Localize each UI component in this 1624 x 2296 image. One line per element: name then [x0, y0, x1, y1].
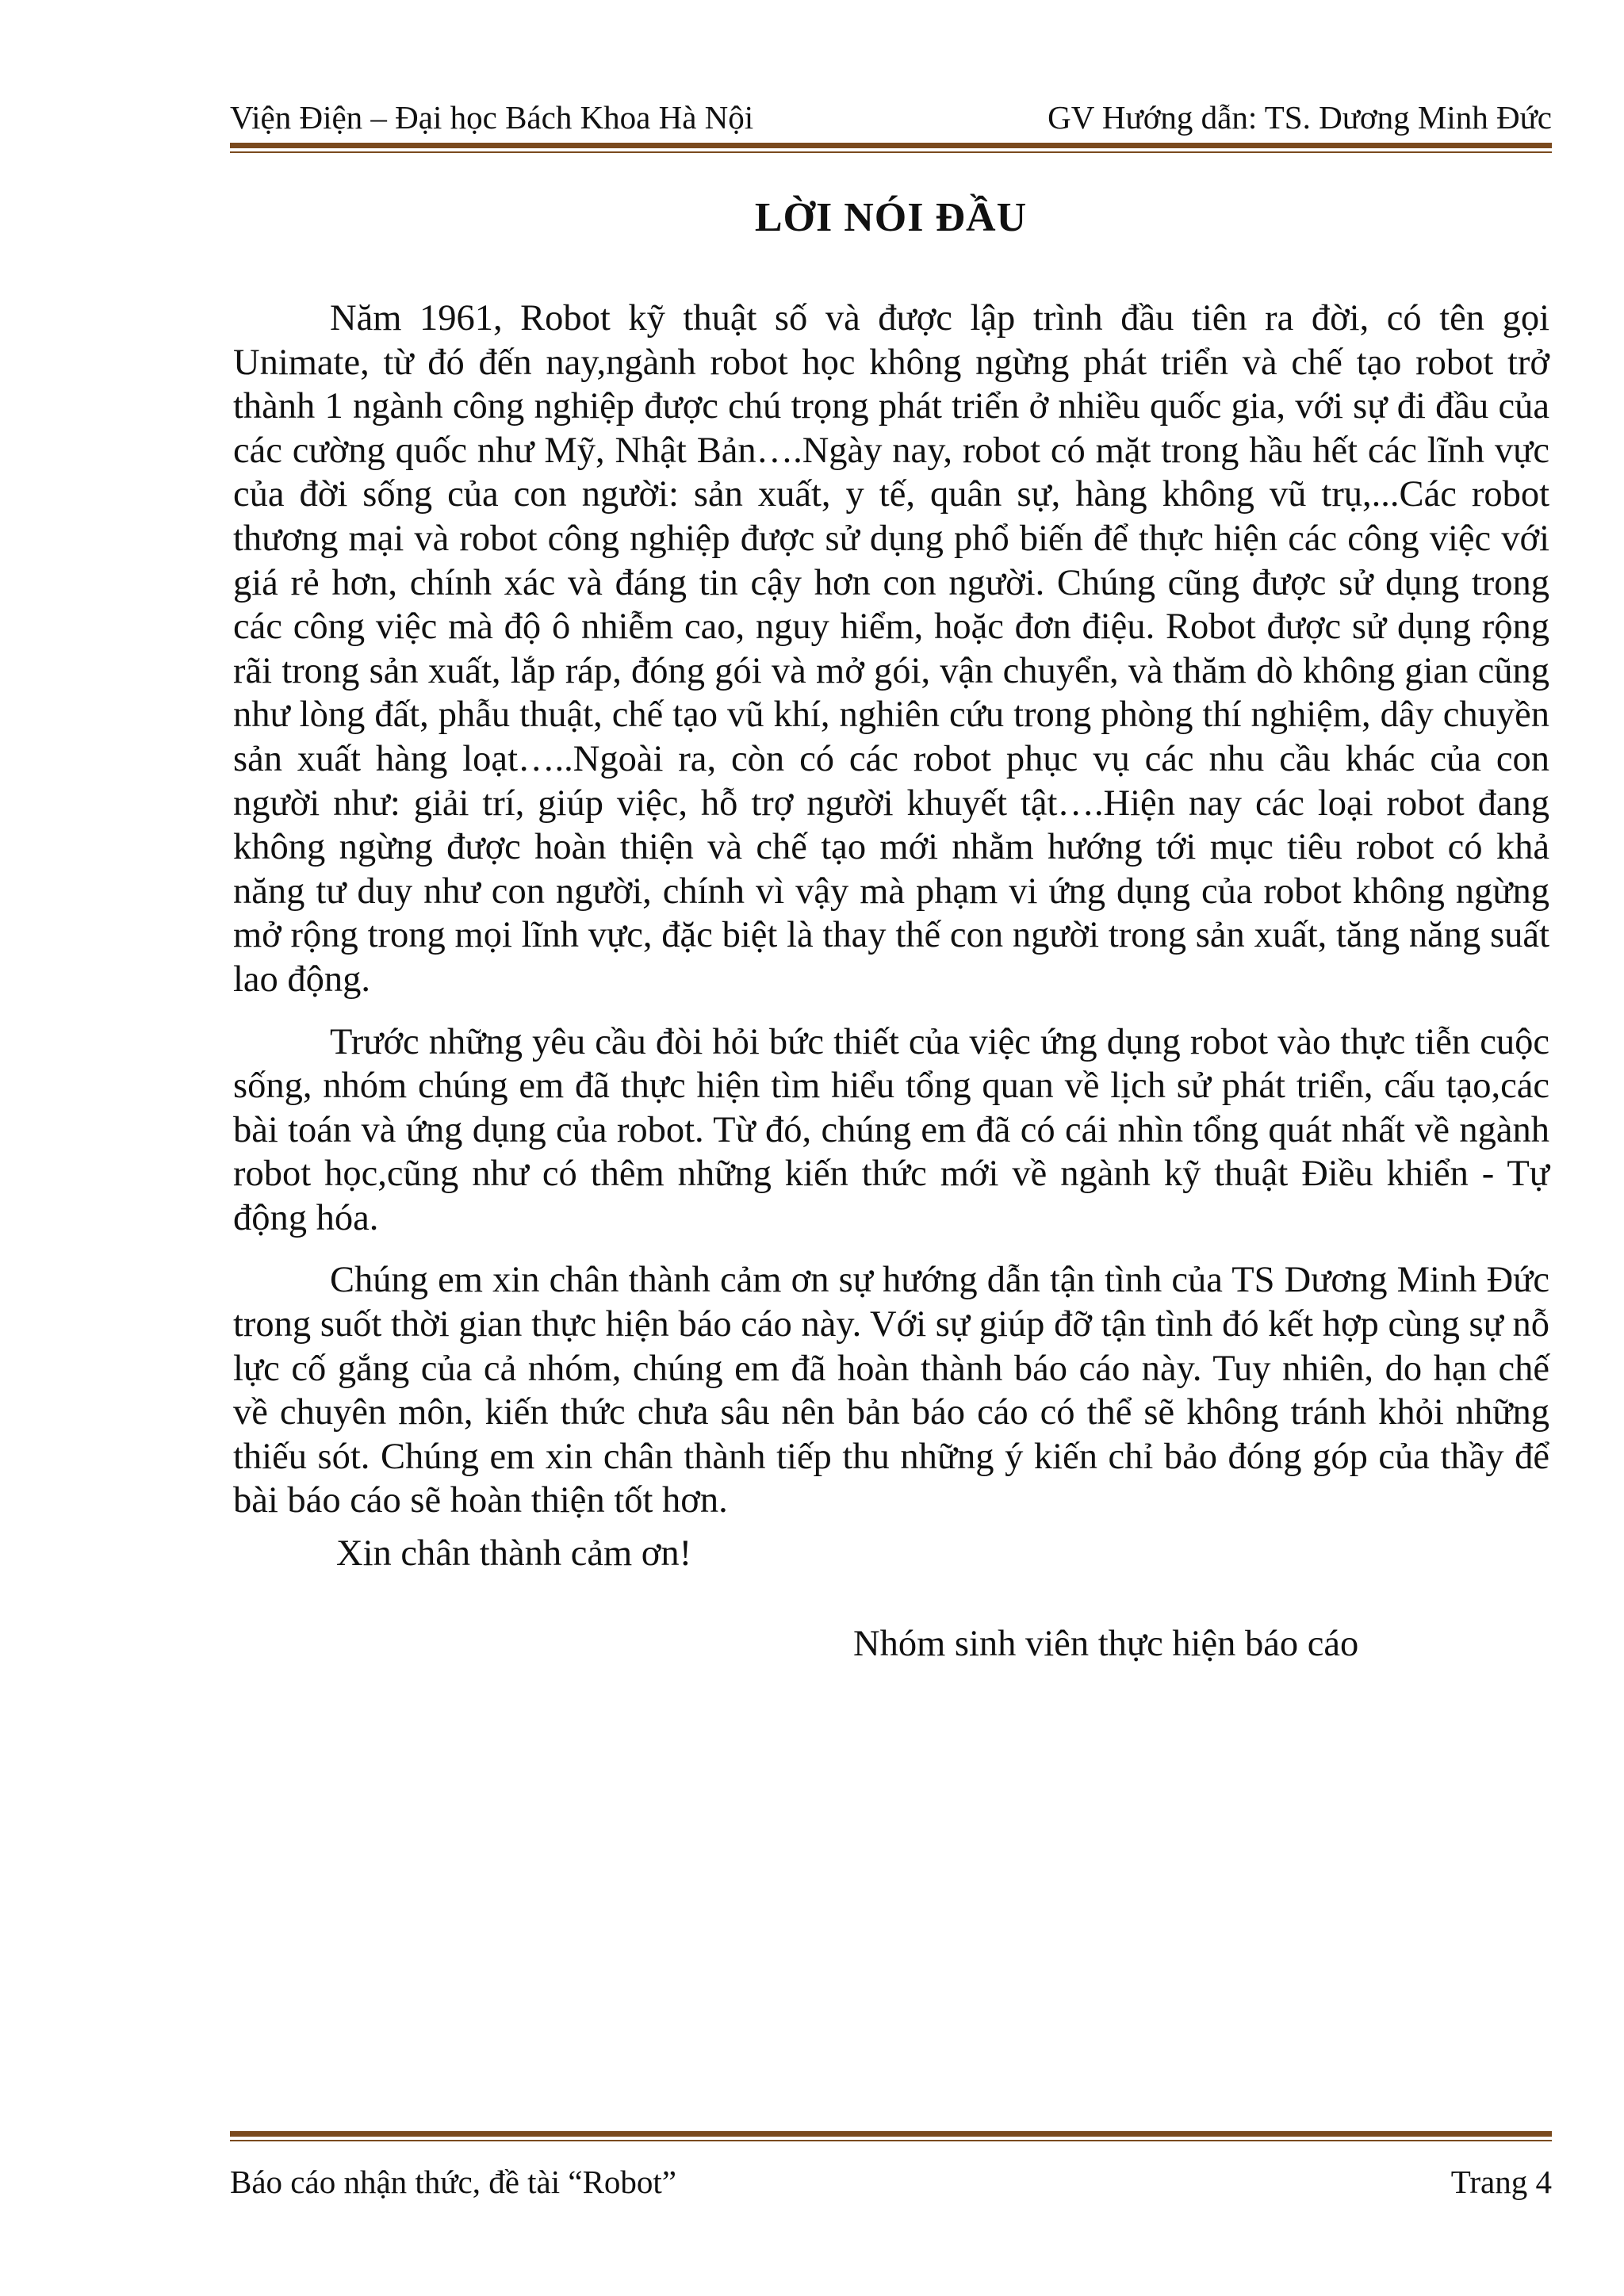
page-header — [230, 94, 1552, 141]
closing-thanks: Xin chân thành cảm ơn! — [336, 1533, 692, 1574]
header-institution: Viện Điện – Đại học Bách Khoa Hà Nội — [230, 99, 754, 136]
footer-report-title: Báo cáo nhận thức, đề tài “Robot” — [230, 2164, 677, 2200]
paragraph-acknowledgement: Chúng em xin chân thành cảm ơn sự hướng dẫn tận tình của TS Dương Minh Đức trong suốt thời gian thực hiện báo cáo này. Với sự giúp đỡ tận tình đó kết hợp cùng sự nỗ lực cố gắng của cả nhóm, chúng em đã hoàn thành báo cáo này. Tuy nhiên, do hạn chế về chuyên môn, kiến thức chưa sâu nên bản báo cáo có thể sẽ không tránh khỏi những thiếu sót. Chúng em xin chân thành tiếp thu những ý kiến chỉ bảo đóng góp của thầy để bài báo cáo sẽ hoàn thiện tốt hơn. — [233, 1260, 1549, 1521]
paragraph-purpose: Trước những yêu cầu đòi hỏi bức thiết của việc ứng dụng robot vào thực tiễn cuộc sống, nhóm chúng em đã thực hiện tìm hiểu tổng quan về lịch sử phát triển, cấu tạo,các bài toán và ứng dụng của robot. Từ đó, chúng em đã có cái nhìn tổng quát nhất về ngành robot học,cũng như có thêm những kiến thức mới về ngành kỹ thuật Điều khiển - Tự động hóa. — [233, 1021, 1549, 1238]
header-rule — [230, 143, 1552, 153]
footer-rule — [230, 2131, 1552, 2141]
signature: Nhóm sinh viên thực hiện báo cáo — [853, 1624, 1359, 1664]
page-footer — [230, 2158, 1552, 2206]
page-number: Trang 4 — [1450, 2164, 1552, 2200]
paragraph-intro: Năm 1961, Robot kỹ thuật số và được lập trình đầu tiên ra đời, có tên gọi Unimate, từ đó đến nay,ngành robot học không ngừng phát triển và chế tạo robot trở thành 1 ngành công nghiệp được chú trọng phát triển ở nhiều quốc gia, với sự đi đầu của các cường quốc như Mỹ, Nhật Bản….Ngày nay, robot có mặt trong hầu hết các lĩnh vực của đời sống của con người: sản xuất, y tế, quân sự, hàng không vũ trụ,...Các robot thương mại và robot công nghiệp được sử dụng phổ biến để thực hiện các công việc với giá rẻ hơn, chính xác và đáng tin cậy hơn con người. Chúng cũng được sử dụng trong các công việc mà độ ô nhiễm cao, nguy hiểm, hoặc đơn điệu. Robot được sử dụng rộng rãi trong sản xuất, lắp ráp, đóng gói và mở gói, vận chuyển, và thăm dò không gian cũng như lòng đất, phẫu thuật, chế tạo vũ khí, nghiên cứu trong phòng thí nghiệm, dây chuyền sản xuất hàng loạt…..Ngoài ra, còn có các robot phục vụ các nhu cầu khác của con người như: giải trí, giúp việc, hỗ trợ người khuyết tật….Hiện nay các loại robot đang không ngừng được hoàn thiện và chế tạo mới nhằm hướng tới mục tiêu robot có khả năng tư duy như con người, chính vì vậy mà phạm vi ứng dụng của robot không ngừng mở rộng trong mọi lĩnh vực, đặc biệt là thay thế con người trong sản xuất, tăng năng suất lao động. — [233, 298, 1549, 1000]
body-text — [233, 297, 1549, 1541]
page-title: LỜI NÓI ĐẦU — [754, 195, 1028, 240]
header-advisor: GV Hướng dẫn: TS. Dương Minh Đức — [1048, 99, 1552, 136]
